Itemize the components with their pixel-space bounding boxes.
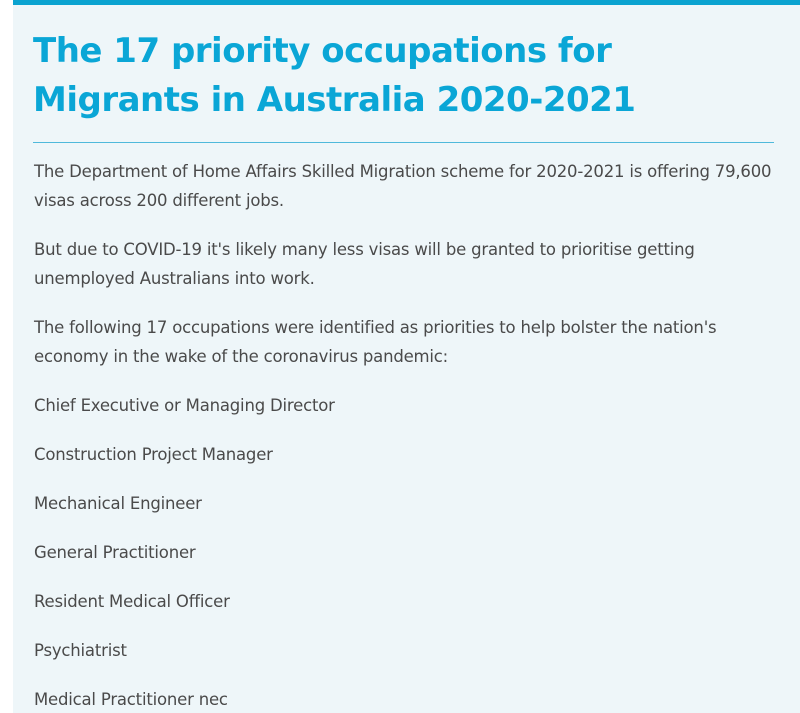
article-title: The 17 priority occupations for Migrants in Australia 2020-2021 bbox=[33, 31, 636, 120]
occupation-item: General Practitioner bbox=[34, 543, 196, 562]
title-divider bbox=[33, 142, 774, 143]
occupation-list bbox=[34, 391, 772, 713]
occupation-item: Mechanical Engineer bbox=[34, 494, 202, 513]
occupation-item: Resident Medical Officer bbox=[34, 592, 230, 611]
occupations-lead-paragraph: The following 17 occupations were identified as priorities to help bolster the nation's economy in the wake of the coronavirus pandemic: bbox=[34, 318, 717, 366]
article-body bbox=[34, 157, 772, 713]
article-panel bbox=[13, 0, 800, 713]
occupation-item: Chief Executive or Managing Director bbox=[34, 396, 335, 415]
covid-paragraph: But due to COVID-19 it's likely many less visas will be granted to prioritise getting unemployed Australians into work. bbox=[34, 240, 695, 288]
occupation-item: Construction Project Manager bbox=[34, 445, 273, 464]
occupation-item: Medical Practitioner nec bbox=[34, 690, 228, 709]
occupation-item: Psychiatrist bbox=[34, 641, 127, 660]
intro-paragraph: The Department of Home Affairs Skilled Migration scheme for 2020-2021 is offering 79,600 visas across 200 different jobs. bbox=[34, 162, 772, 210]
